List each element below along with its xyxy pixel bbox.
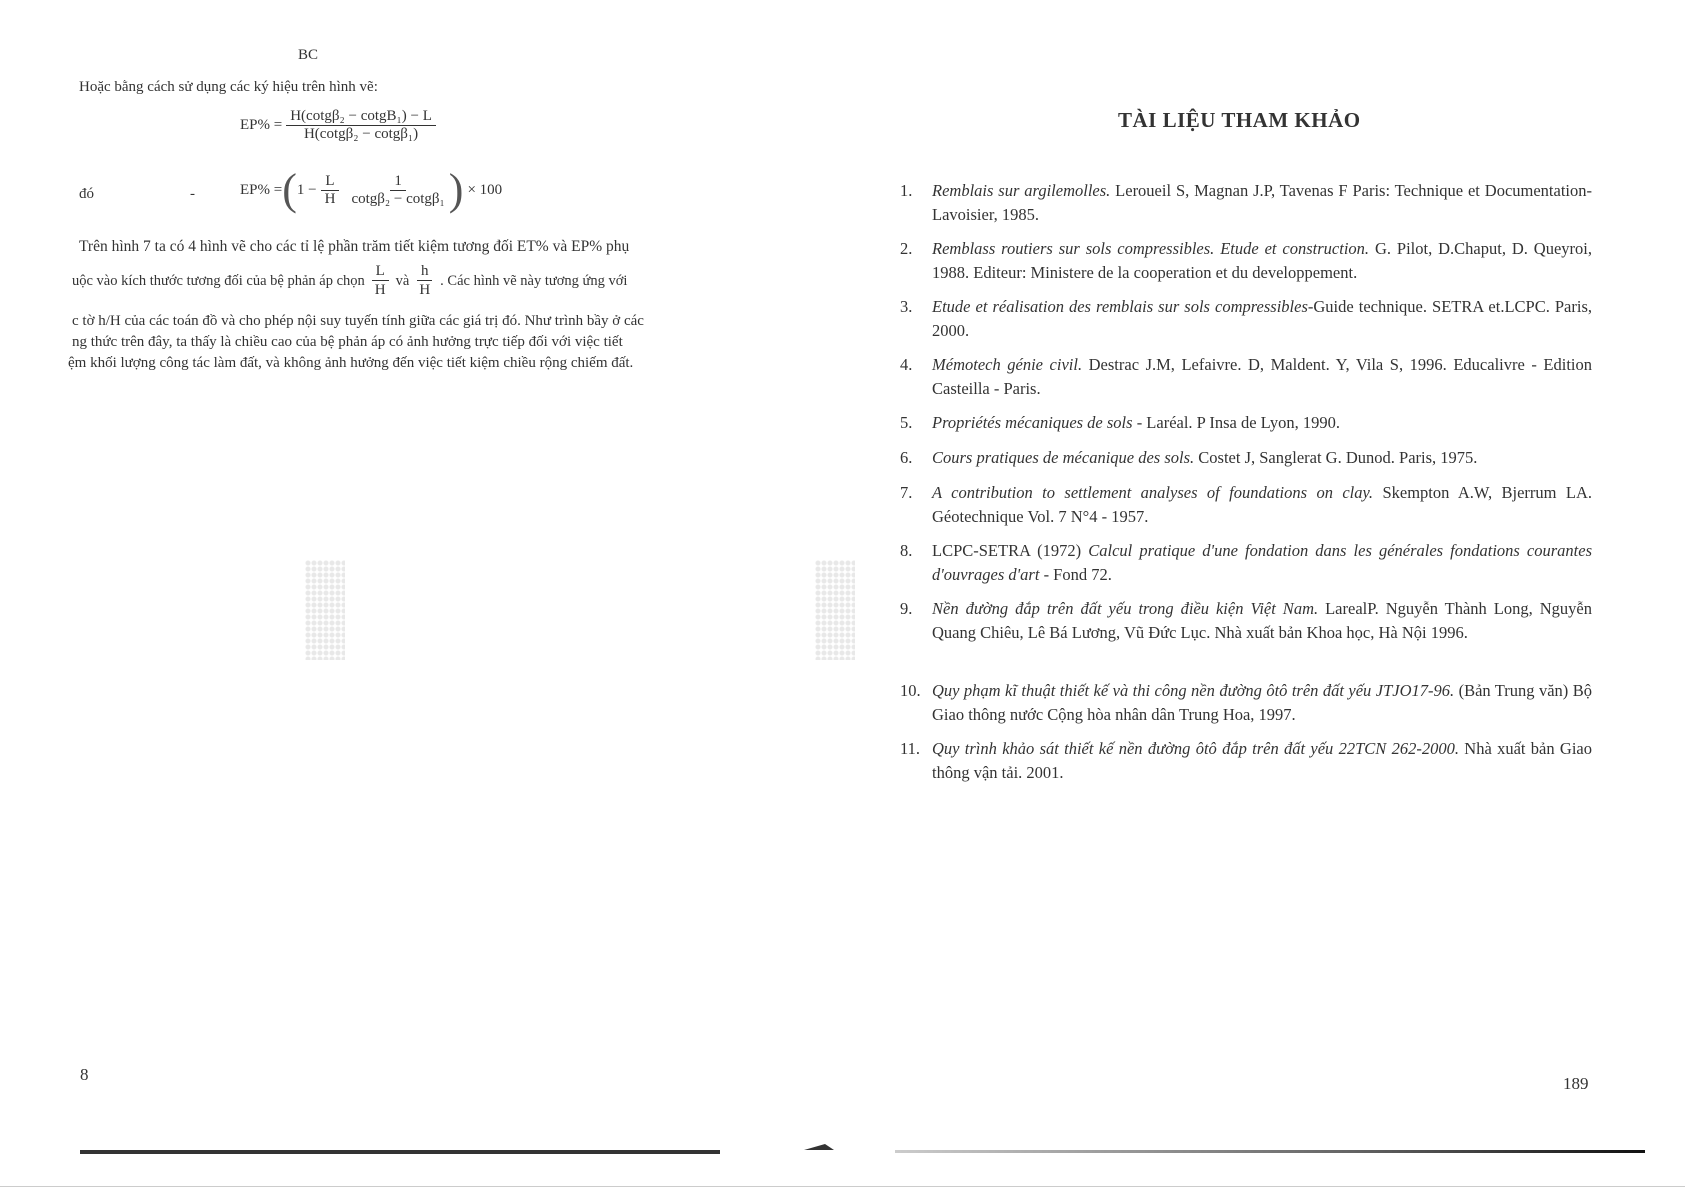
reference-details: Destrac J.M, Lefaivre. D, Maldent. Y, Vila S, 1996. Educalivre - Edition Casteilla - Paris. bbox=[932, 355, 1592, 398]
reference-number: 2. bbox=[900, 239, 913, 258]
reference-text bbox=[932, 179, 1592, 227]
reference-text bbox=[932, 539, 1592, 587]
formula-2-lhs: EP% = bbox=[240, 181, 283, 198]
reference-number: 7. bbox=[900, 483, 913, 502]
frac-b-num: h bbox=[417, 262, 433, 281]
reference-text bbox=[932, 446, 1592, 470]
reference-details: - Fond 72. bbox=[1039, 565, 1112, 584]
right-bottom-bar bbox=[895, 1150, 1645, 1153]
reference-number: 1. bbox=[900, 181, 913, 200]
reference-number: 9. bbox=[900, 599, 913, 618]
reference-details: Leroueil S, Magnan J.P, Tavenas F Paris: Technique et Documentation-Lavoisier, 1985. bbox=[932, 181, 1592, 224]
formula-2-inv-den: cotgβ₂ − cotgβ₁ bbox=[351, 190, 445, 207]
reference-number: 4. bbox=[900, 355, 913, 374]
reference-title-italic: Nền đường đắp trên đất yếu trong điều kiện Việt Nam. bbox=[932, 599, 1319, 618]
formula-2-l-den: H bbox=[324, 190, 336, 207]
reference-item bbox=[900, 411, 1592, 435]
formula-2-frac-inv bbox=[347, 173, 448, 208]
reference-number: 5. bbox=[900, 413, 913, 432]
reference-text bbox=[932, 679, 1592, 727]
reference-title-italic: Remblais sur argilemolles. bbox=[932, 181, 1111, 200]
reference-item bbox=[900, 446, 1592, 470]
para-line-2-b: . Các hình vẽ này tương ứng với bbox=[440, 272, 628, 289]
references-title: TÀI LIỆU THAM KHẢO bbox=[1118, 108, 1361, 132]
para-line-4: ng thức trên đây, ta thấy là chiều cao của bệ phản áp có ảnh hưởng trực tiếp đối với việc tiết bbox=[72, 334, 623, 350]
reference-details: G. Pilot, D.Chaput, D. Queyroi, 1988. Editeur: Ministere de la cooperation et du developpement. bbox=[932, 239, 1592, 282]
formula-1-fraction bbox=[286, 108, 436, 143]
reference-item bbox=[900, 353, 1592, 401]
reference-details: Costet J, Sanglerat G. Dunod. Paris, 1975. bbox=[1194, 448, 1478, 467]
right-page-number: 189 bbox=[1563, 1074, 1589, 1093]
va-word: và bbox=[395, 272, 410, 289]
reference-details: Nhà xuất bản Giao thông vận tải. 2001. bbox=[932, 739, 1592, 782]
formula-1-numerator: H(cotgβ₂ − cotgB₁) − L bbox=[286, 108, 436, 126]
reference-number: 3. bbox=[900, 297, 913, 316]
formula-2-l-num: L bbox=[321, 173, 338, 191]
center-bottom-mark bbox=[804, 1144, 834, 1150]
frac-h-over-h bbox=[415, 262, 434, 299]
reference-details: LCPC-SETRA (1972) bbox=[932, 541, 1089, 560]
left-bottom-bar bbox=[80, 1150, 720, 1154]
reference-item bbox=[900, 295, 1592, 343]
formula-2-one-minus: 1 − bbox=[296, 181, 317, 198]
reference-item bbox=[900, 179, 1592, 227]
reference-item bbox=[900, 737, 1592, 785]
dash-mark: - bbox=[190, 186, 195, 202]
formula-ep-2 bbox=[240, 165, 503, 214]
left-paren: ( bbox=[282, 165, 297, 214]
intro-line: Hoặc bằng cách sử dụng các ký hiệu trên hình vẽ: bbox=[79, 79, 378, 95]
reference-title-italic: Quy phạm kĩ thuật thiết kế và thi công nền đường ôtô trên đất yếu JTJO17-96. bbox=[932, 681, 1455, 700]
frac-b-den: H bbox=[419, 282, 431, 298]
reference-title-italic: Remblass routiers sur sols compressibles. Etude et construction. bbox=[932, 239, 1370, 258]
para-line-1: Trên hình 7 ta có 4 hình vẽ cho các tỉ lệ phần trăm tiết kiệm tương đối ET% và EP% phụ bbox=[79, 238, 630, 255]
do-label: đó bbox=[79, 186, 94, 202]
reference-details: (Bản Trung văn) Bộ Giao thông nước Cộng hòa nhân dân Trung Hoa, 1997. bbox=[932, 681, 1593, 724]
frac-a-num: L bbox=[372, 262, 389, 281]
reference-title-italic: Mémotech génie civil. bbox=[932, 355, 1083, 374]
formula-2-inv-num: 1 bbox=[390, 173, 406, 191]
reference-title-italic: Calcul pratique d'une fondation dans les générales fondations courantes d'ouvrages d'art bbox=[932, 541, 1592, 584]
reference-item bbox=[900, 481, 1592, 529]
para-line-2 bbox=[72, 262, 762, 299]
reference-text bbox=[932, 411, 1592, 435]
reference-text bbox=[932, 353, 1592, 401]
reference-details: - Laréal. P Insa de Lyon, 1990. bbox=[1132, 413, 1340, 432]
reference-item bbox=[900, 597, 1592, 645]
para-line-2-a: uộc vào kích thước tương đối của bệ phản áp chọn bbox=[72, 272, 365, 289]
formula-1-lhs: EP% = bbox=[240, 117, 283, 133]
reference-item bbox=[900, 679, 1592, 727]
reference-number: 10. bbox=[900, 681, 921, 700]
formula-ep-1 bbox=[240, 108, 436, 143]
reference-number: 6. bbox=[900, 448, 913, 467]
reference-item bbox=[900, 539, 1592, 587]
reference-text bbox=[932, 737, 1592, 785]
left-page-number: 8 bbox=[80, 1065, 89, 1084]
scan-smudge-left bbox=[305, 560, 345, 660]
formula-2-frac-l bbox=[321, 173, 340, 208]
para-line-5: ệm khối lượng công tác làm đất, và không ảnh hưởng đến việc tiết kiệm chiều rộng chiếm đất. bbox=[68, 355, 634, 371]
reference-text bbox=[932, 237, 1592, 285]
reference-text bbox=[932, 481, 1592, 529]
reference-title-italic: Quy trình khảo sát thiết kế nền đường ôtô đắp trên đất yếu 22TCN 262-2000. bbox=[932, 739, 1459, 758]
frac-l-over-h bbox=[371, 262, 390, 299]
reference-text bbox=[932, 295, 1592, 343]
page-bottom-rule bbox=[0, 1186, 1685, 1187]
reference-details: LarealP. Nguyễn Thành Long, Nguyễn Quang Chiêu, Lê Bá Lương, Vũ Đức Lục. Nhà xuất bản Khoa học, Hà Nội 1996. bbox=[932, 599, 1592, 642]
reference-title-italic: Cours pratiques de mécanique des sols. bbox=[932, 448, 1195, 467]
frac-a-den: H bbox=[374, 282, 386, 298]
scan-smudge-right bbox=[815, 560, 855, 660]
right-paren: ) bbox=[448, 165, 464, 214]
reference-title-italic: Propriétés mécaniques de sols bbox=[932, 413, 1133, 432]
reference-title-italic: Etude et réalisation des remblais sur sols compressibles bbox=[932, 297, 1308, 316]
reference-details: -Guide technique. SETRA et.LCPC. Paris, 2000. bbox=[932, 297, 1592, 340]
reference-text bbox=[932, 597, 1592, 645]
reference-number: 8. bbox=[900, 541, 913, 560]
top-fragment: BC bbox=[298, 47, 319, 63]
reference-title-italic: A contribution to settlement analyses of foundations on clay. bbox=[932, 483, 1374, 502]
formula-1-denominator: H(cotgβ₂ − cotgβ₁) bbox=[303, 126, 419, 142]
para-line-3: c tờ h/H của các toán đồ và cho phép nội suy tuyến tính giữa các giá trị đó. Như trình bầy ở các bbox=[72, 313, 644, 329]
reference-details: Skempton A.W, Bjerrum LA. Géotechnique Vol. 7 N°4 - 1957. bbox=[932, 483, 1592, 526]
reference-item bbox=[900, 237, 1592, 285]
reference-number: 11. bbox=[900, 739, 921, 758]
formula-2-times: × 100 bbox=[467, 181, 503, 198]
